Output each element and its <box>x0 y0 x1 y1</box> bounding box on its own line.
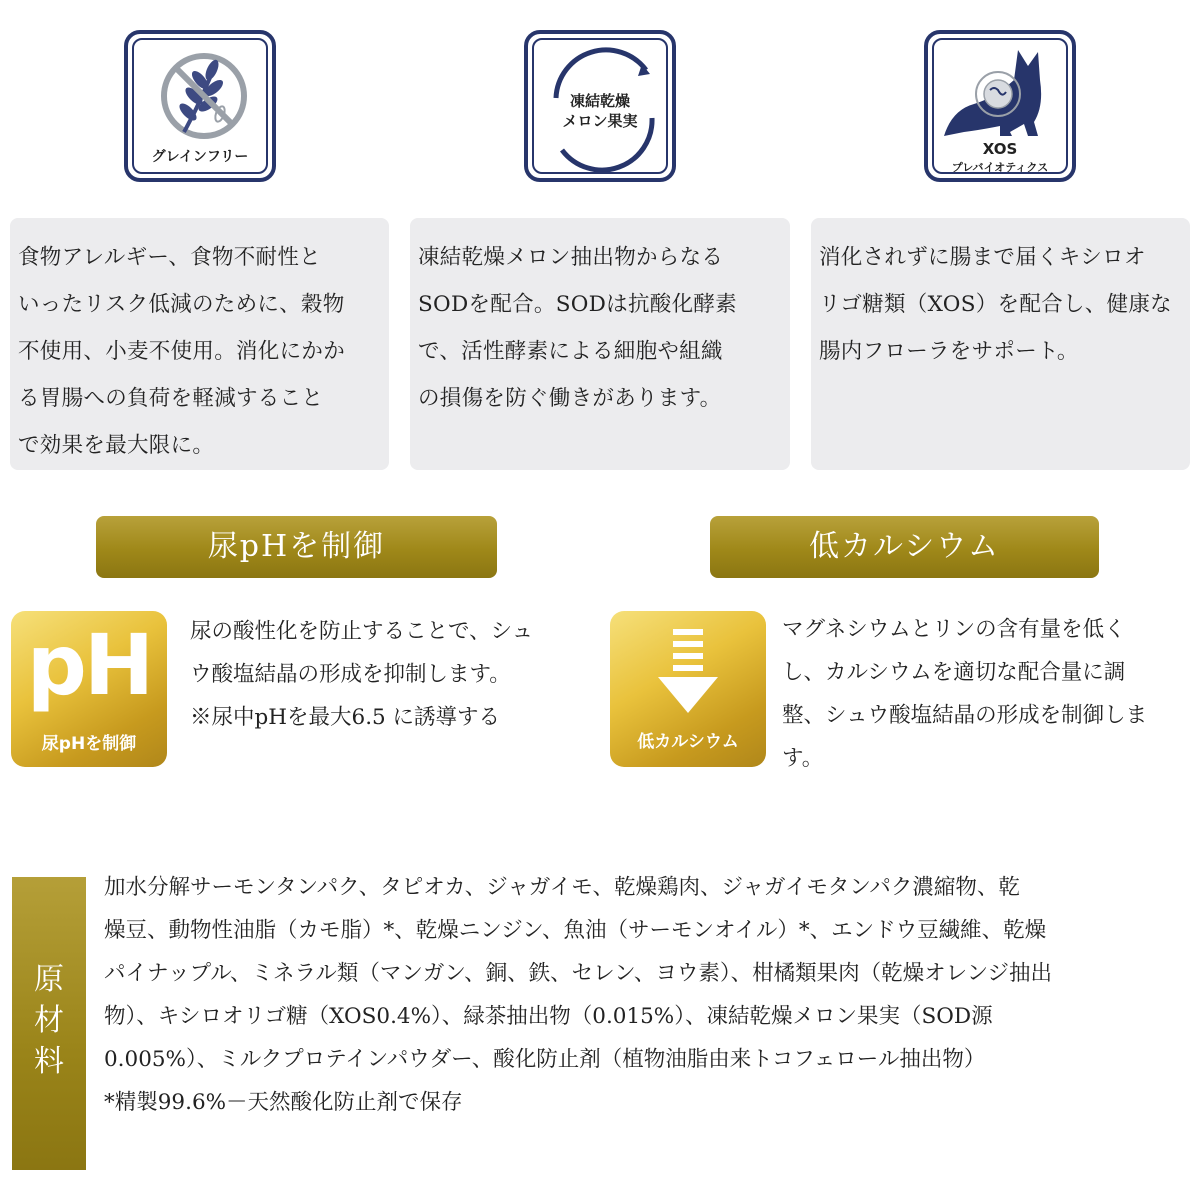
description-line: マグネシウムとリンの含有量を低く <box>782 617 1126 642</box>
description-line: で効果を最大限に。 <box>18 433 215 458</box>
badge-label-line1: 凍結乾燥 <box>569 92 630 110</box>
ph-icon-text: pH <box>26 616 152 714</box>
ingredients-label-char: 原 <box>34 962 64 997</box>
ingredients-label-char: 材 <box>34 1003 64 1038</box>
grain-free-description <box>18 234 381 469</box>
description-line: す。 <box>782 746 824 771</box>
ingredients-line: 物）、キシロオリゴ糖（XOS0.4%）、緑茶抽出物（0.015%）、凍結乾燥メロン果実（SOD源 <box>104 1004 993 1029</box>
low-calcium-icon <box>610 611 766 767</box>
ingredients-line: 加水分解サーモンタンパク、タピオカ、ジャガイモ、乾燥鶏肉、ジャガイモタンパク濃縮物、乾 <box>104 875 1020 900</box>
description-line: し、カルシウムを適切な配合量に調 <box>782 660 1126 685</box>
ingredients-line: パイナップル、ミネラル類（マンガン、銅、鉄、セレン、ヨウ素）、柑橘類果肉（乾燥オレンジ抽出 <box>104 961 1053 986</box>
description-line: 整、シュウ酸塩結晶の形成を制御しま <box>782 703 1148 728</box>
ingredients-label-char: 料 <box>34 1044 64 1079</box>
badge-label-line2: メロン果実 <box>562 112 638 130</box>
description-line: 食物アレルギー、食物不耐性と <box>18 245 321 270</box>
description-line: 腸内フローラをサポート。 <box>819 339 1079 364</box>
description-line: ※尿中pHを最大6.5 に誘導する <box>190 705 501 730</box>
ingredients-line: 0.005%）、ミルクプロテインパウダー、酸化防止剤（植物油脂由来トコフェロール抽出物） <box>104 1047 986 1072</box>
badge-label-line1: XOS <box>982 140 1018 158</box>
ingredients-line: 燥豆、動物性油脂（カモ脂）*、乾燥ニンジン、魚油（サーモンオイル）*、エンドウ豆繊維、乾燥 <box>104 918 1047 943</box>
melon-description-panel <box>410 218 790 470</box>
description-line: 凍結乾燥メロン抽出物からなる <box>418 245 724 270</box>
grain-free-badge <box>124 30 276 182</box>
badge-label-line2: プレバイオティクス <box>951 161 1049 174</box>
ingredients-label <box>12 959 86 1082</box>
description-line: 不使用、小麦不使用。消化にかか <box>18 339 346 364</box>
description-line: リゴ糖類（XOS）を配合し、健康な <box>819 292 1172 317</box>
low-calcium-icon-caption: 低カルシウム <box>637 732 739 752</box>
ingredients-list <box>104 866 1190 1124</box>
description-line: 消化されずに腸まで届くキシロオ <box>819 245 1146 270</box>
low-calcium-description <box>782 608 1194 780</box>
xos-description-panel <box>811 218 1190 470</box>
xos-description <box>819 234 1182 375</box>
freeze-dried-melon-badge <box>524 30 676 182</box>
description-line: 尿の酸性化を防止することで、シュ <box>190 619 534 644</box>
melon-description <box>418 234 782 422</box>
ph-control-heading: 尿pHを制御 <box>96 516 497 578</box>
ph-control-icon <box>11 611 167 767</box>
description-line: る胃腸への負荷を軽減すること <box>18 386 324 411</box>
low-calcium-heading: 低カルシウム <box>710 516 1099 578</box>
ingredients-label-panel <box>12 877 86 1170</box>
description-line: SODを配合。SODは抗酸化酵素 <box>418 292 737 317</box>
xos-prebiotics-badge <box>924 30 1076 182</box>
description-line: ウ酸塩結晶の形成を抑制します。 <box>190 662 511 687</box>
ingredients-note: *精製99.6%－天然酸化防止剤で保存 <box>104 1090 463 1115</box>
description-line: で、活性酵素による細胞や組織 <box>418 339 723 364</box>
ph-description <box>190 610 590 739</box>
description-line: いったリスク低減のために、穀物 <box>18 292 345 317</box>
grain-free-description-panel <box>10 218 389 470</box>
ph-icon-caption: 尿pHを制御 <box>41 734 137 754</box>
badge-label: グレインフリー <box>151 149 249 165</box>
description-line: の損傷を防ぐ働きがあります。 <box>418 386 722 411</box>
